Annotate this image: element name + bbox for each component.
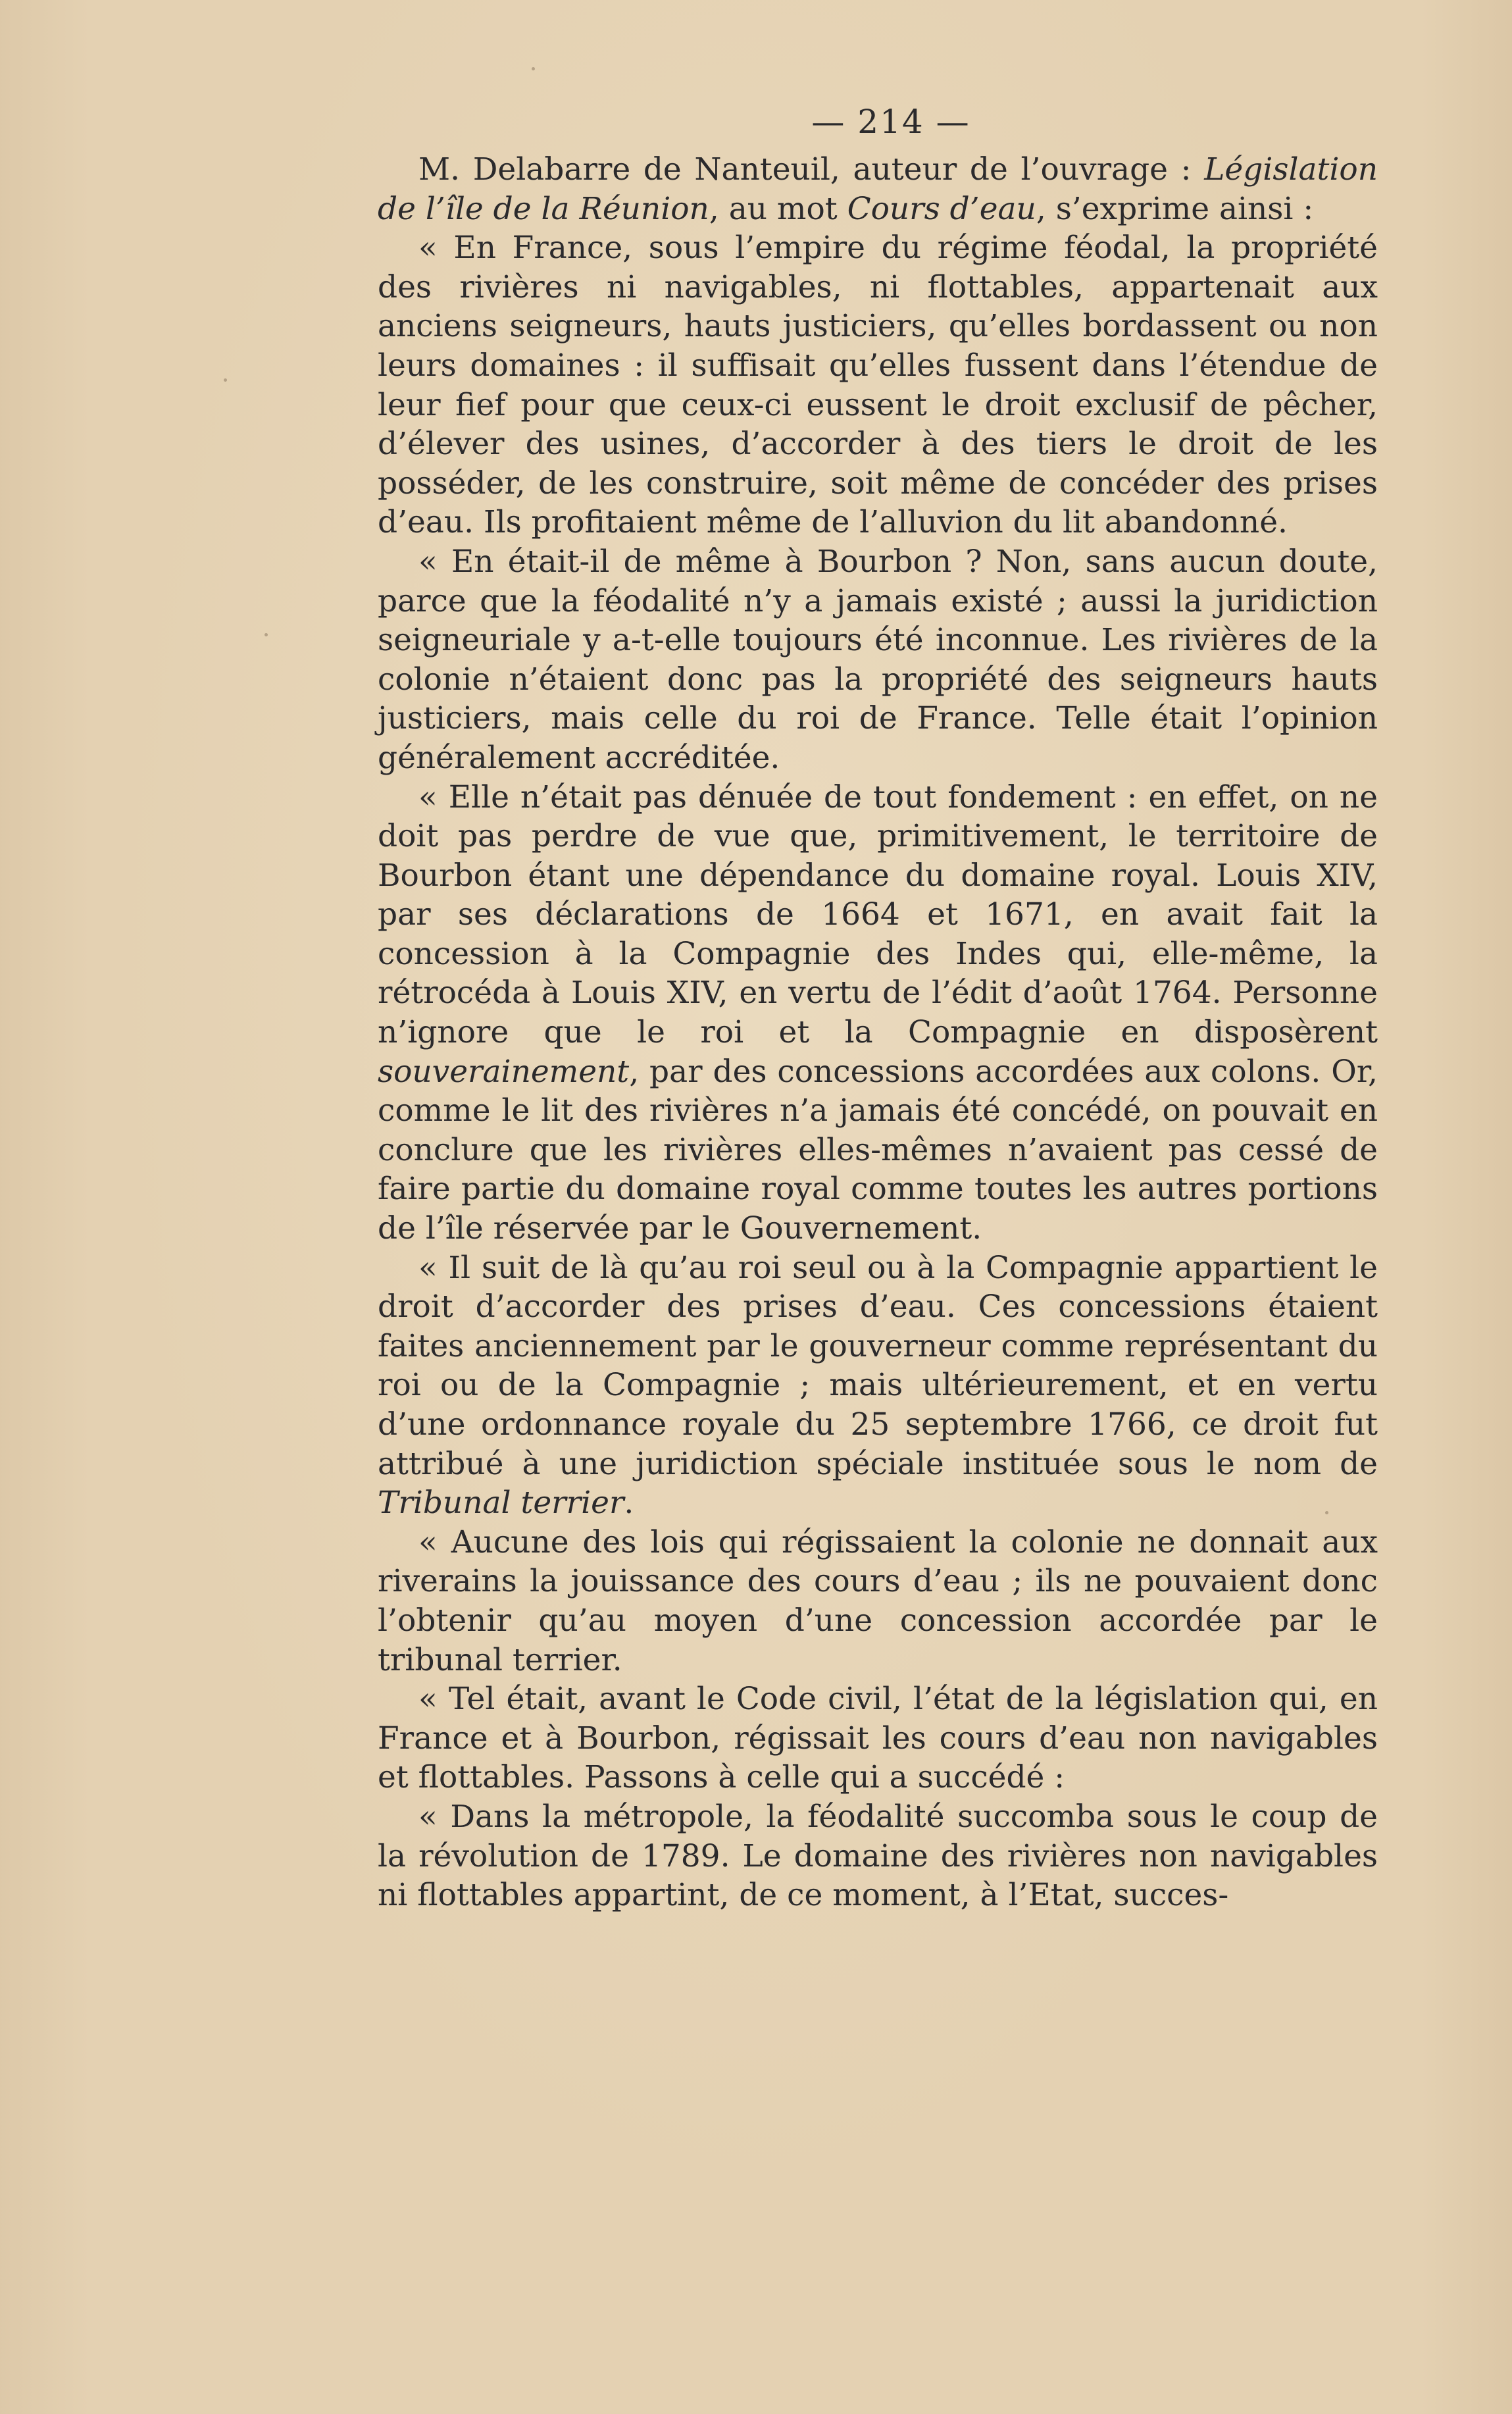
text-run: « En était-il de même à Bourbon ? Non, sans aucun doute, parce que la féodalité n’y a jamais existé ; aussi la juridiction seigneuriale y a-t-elle toujours été inconnue. Les rivières de la colonie n’étaient donc pas la propriété des seigneurs hauts justiciers, mais celle du roi de France. Telle était l’opinion généralement accréditée.: [378, 543, 1378, 776]
text-block: [378, 99, 1378, 1915]
paragraph: [378, 150, 1378, 228]
text-run: , par des concessions accordées aux colons. Or, comme le lit des rivières n’a jamais été concédé, on pouvait en conclure que les rivières elles-mêmes n’avaient pas cessé de faire partie du domaine royal comme toutes les autres portions de l’île réservée par le Gouvernement.: [378, 1053, 1378, 1247]
paragraph: [378, 1248, 1378, 1523]
italic-text: Tribunal terrier: [378, 1485, 624, 1522]
paragraph: [378, 1797, 1378, 1915]
text-run: , s’exprime ainsi :: [1036, 190, 1314, 227]
text-run: « En France, sous l’empire du régime féodal, la propriété des rivières ni navigables, ni flottables, appartenait aux anciens seigneurs, hauts justiciers, qu’elles bordassent ou non leurs domaines : il suffisait qu’elles fussent dans l’étendue de leur fief pour que ceux-ci eussent le droit exclusif de pêcher, d’élever des usines, d’accorder à des tiers le droit de les posséder, de les construire, soit même de concéder des prises d’eau. Ils profitaient même de l’alluvion du lit abandonné.: [378, 230, 1378, 541]
italic-text: Législation de l’île de la Réunion: [378, 151, 1378, 227]
paragraph: [378, 228, 1378, 542]
paragraph: [378, 778, 1378, 1248]
text-run: « Tel était, avant le Code civil, l’état de la législation qui, en France et à Bourbon, régissait les cours d’eau non navigables et flottables. Passons à celle qui a succédé :: [378, 1681, 1378, 1796]
paper-speck: [224, 378, 227, 382]
text-run: M. Delabarre de Nanteuil, auteur de l’ouvrage :: [418, 151, 1205, 188]
text-run: « Aucune des lois qui régissaient la colonie ne donnait aux riverains la jouissance des cours d’eau ; ils ne pouvaient donc l’obtenir qu’au moyen d’une concession accordée par le tribunal terrier.: [378, 1524, 1378, 1678]
paragraph: [378, 1680, 1378, 1797]
text-run: « Il suit de là qu’au roi seul ou à la Compagnie appartient le droit d’accorder des prises d’eau. Ces concessions étaient faites anciennement par le gouverneur comme représentant du roi ou de la Compagnie ; mais ultérieurement, et en vertu d’une ordonnance royale du 25 septembre 1766, ce droit fut attribué à une juridiction spéciale instituée sous le nom de: [378, 1249, 1378, 1482]
paragraph: [378, 1523, 1378, 1680]
text-run: « Dans la métropole, la féodalité succomba sous le coup de la révolution de 1789. Le domaine des rivières non navigables ni flottables appartint, de ce moment, à l’Etat, succes-: [378, 1798, 1378, 1914]
text-run: .: [624, 1485, 634, 1522]
italic-text: Cours d’eau: [847, 190, 1036, 227]
paper-speck: [265, 633, 268, 636]
paper-speck: [532, 67, 535, 70]
text-run: « Elle n’était pas dénuée de tout fondement : en effet, on ne doit pas perdre de vue que, primitivement, le territoire de Bourbon étant une dépendance du domaine royal. Louis XIV, par ses déclarations de 1664 et 1671, en avait fait la concession à la Compagnie des Indes qui, elle-même, la rétrocéda à Louis XIV, en vertu de l’édit d’août 1764. Personne n’ignore que le roi et la Compagnie en disposèrent: [378, 779, 1378, 1051]
paragraphs: [378, 150, 1378, 1915]
paragraph: [378, 542, 1378, 778]
italic-text: souverainement: [378, 1053, 630, 1090]
page-number: — 214 —: [811, 103, 970, 141]
text-run: , au mot: [709, 190, 847, 227]
